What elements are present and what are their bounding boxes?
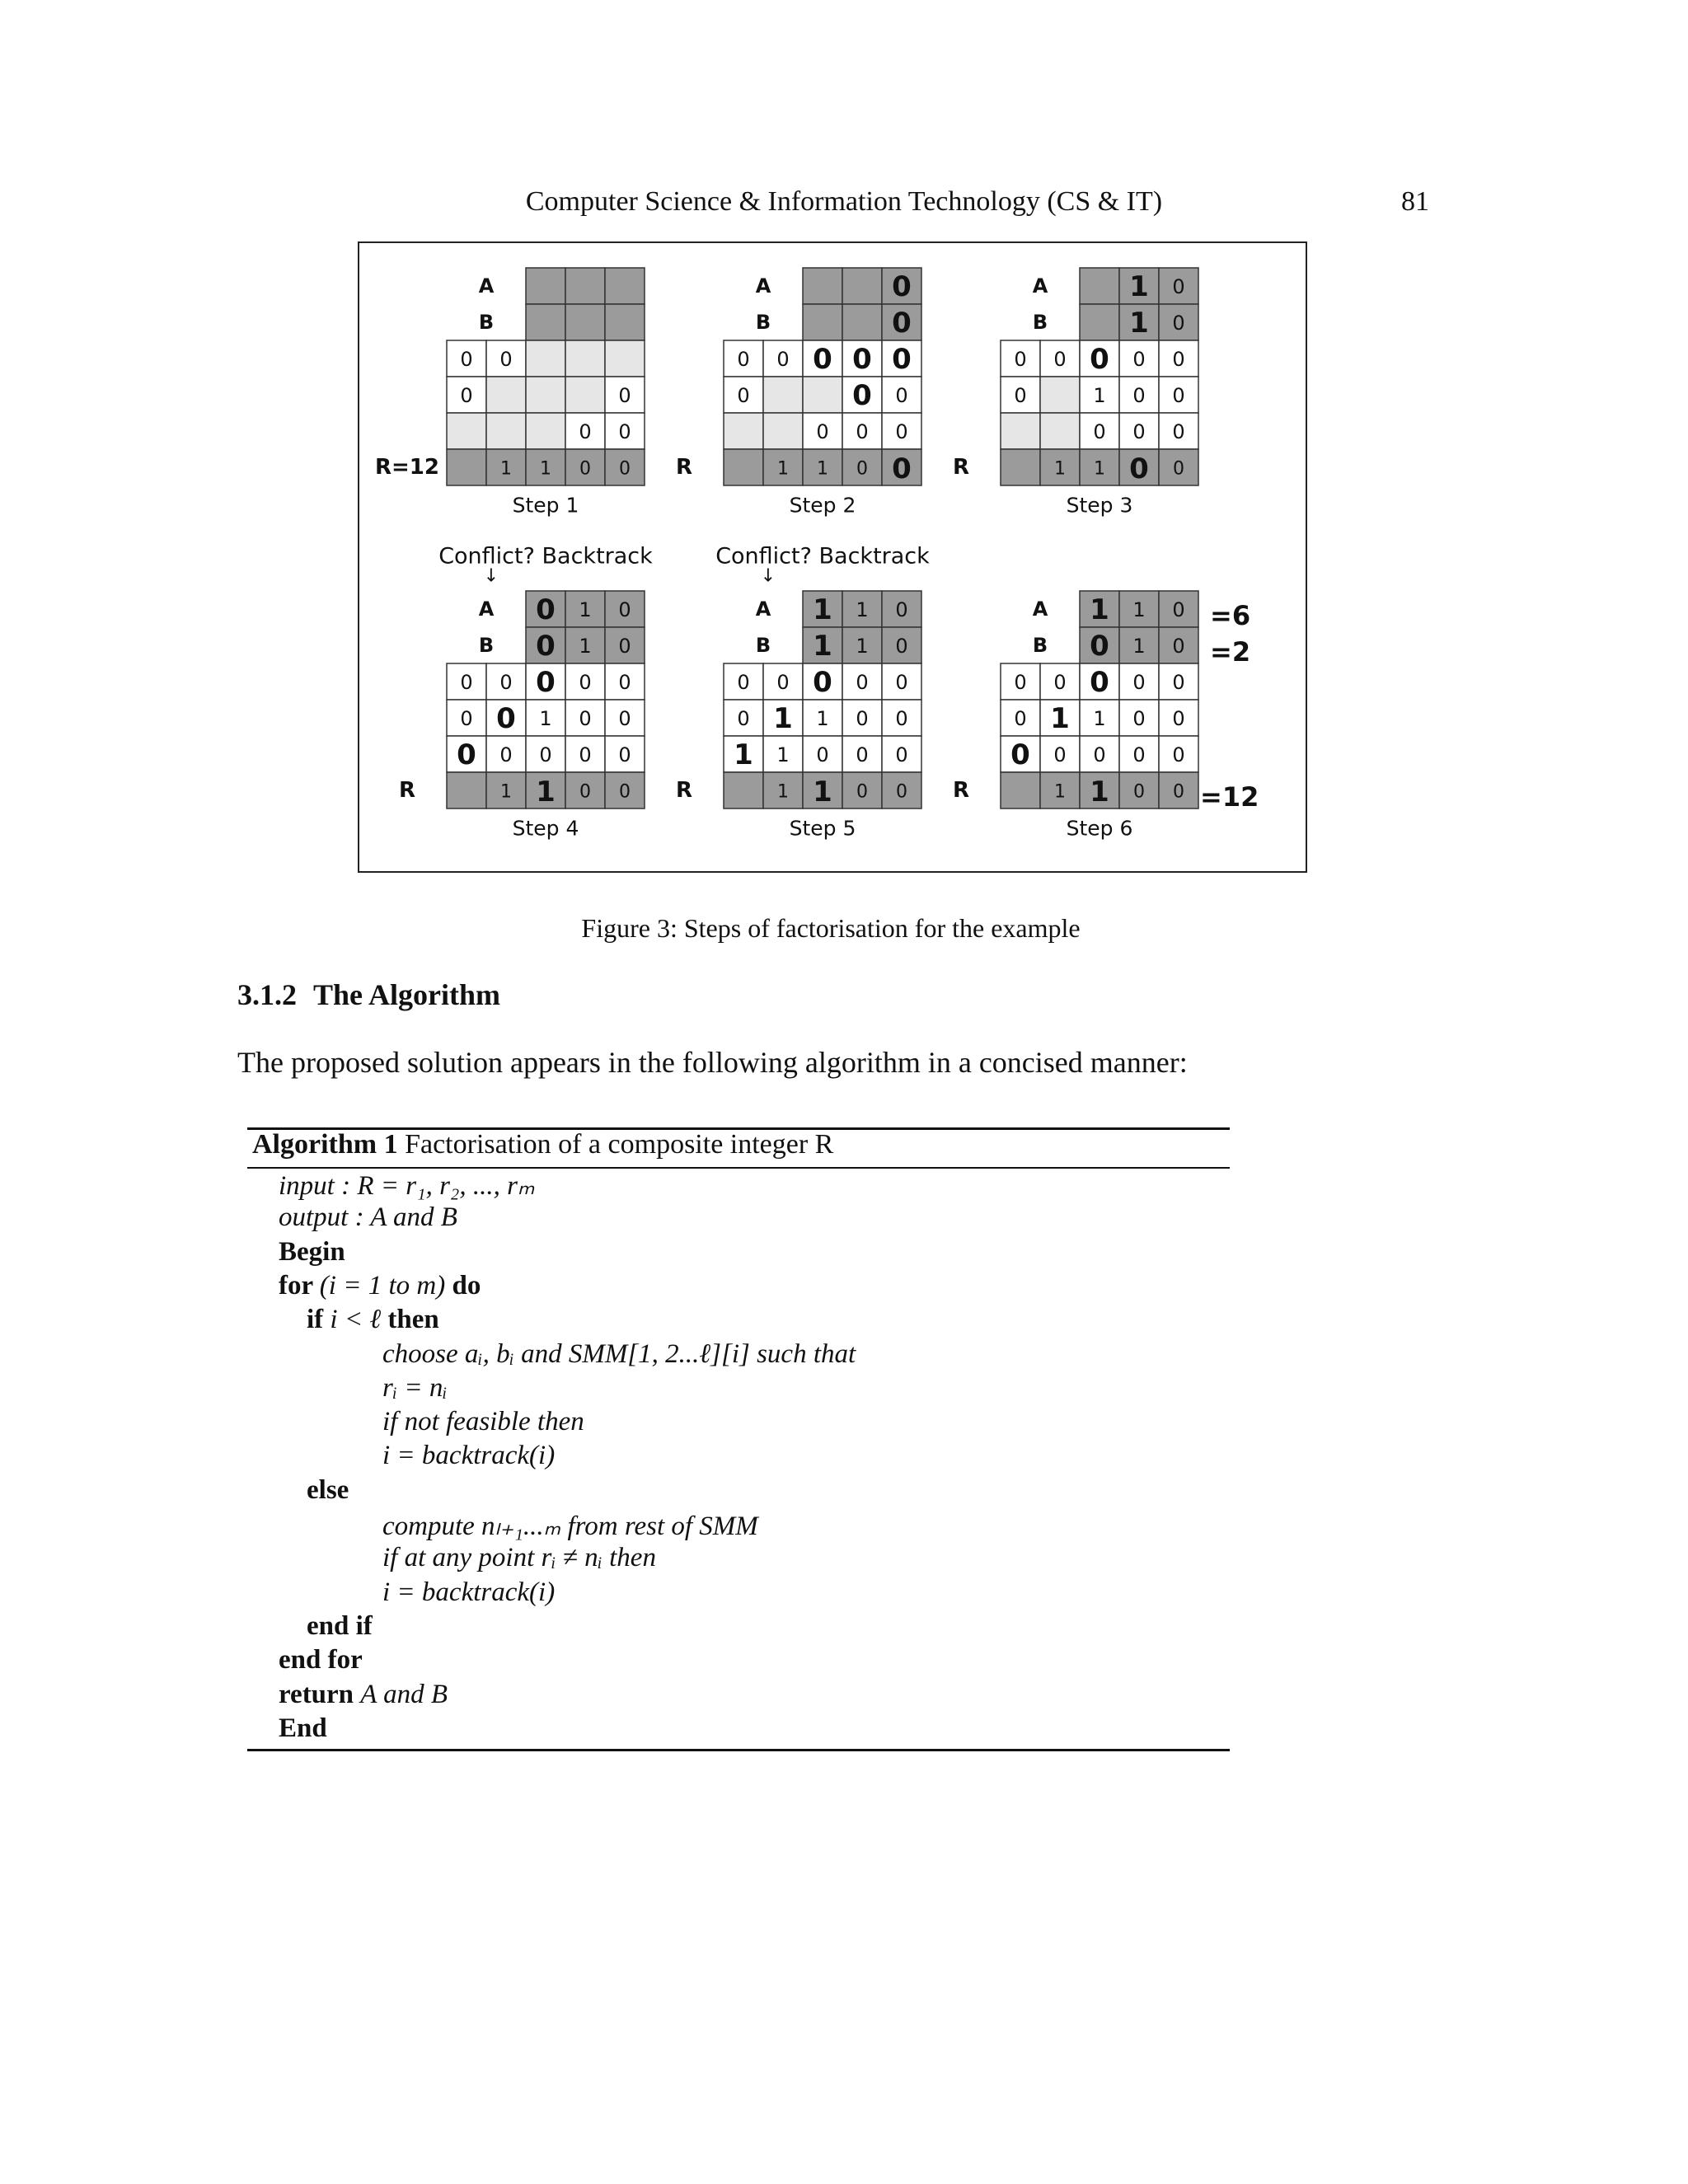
- algorithm-expression: if at any point rᵢ ≠ nᵢ then: [382, 1543, 656, 1573]
- algorithm-line: [382, 1577, 555, 1608]
- smm-cell-value: 1: [1050, 702, 1070, 735]
- r-cell-value: 1: [500, 781, 512, 803]
- operand-b-value: 1: [1132, 635, 1146, 658]
- smm-cell-value: 0: [499, 348, 513, 371]
- operand-a-value: 0: [618, 598, 631, 621]
- operand-b-value: 1: [856, 635, 869, 658]
- smm-cell-value: 0: [618, 707, 631, 730]
- r-cell: [447, 449, 486, 485]
- smm-cell-value: 0: [1132, 707, 1146, 730]
- r-cell-value: 0: [579, 781, 591, 803]
- smm-cell-value: 0: [618, 420, 631, 443]
- smm-cell-value: 0: [1093, 743, 1106, 766]
- r-cell: [724, 772, 763, 808]
- operand-b-cell: [842, 304, 882, 340]
- smm-cell: [1040, 413, 1080, 449]
- smm-cell: [526, 340, 565, 377]
- r-cell-value: 1: [1090, 776, 1109, 808]
- operand-b-cell: [1080, 304, 1119, 340]
- r-cell-value: 0: [892, 452, 912, 485]
- smm-cell-value: 0: [1172, 671, 1185, 694]
- smm-cell-value: 0: [1172, 420, 1185, 443]
- conflict-note-1: Conflict? Backtrack: [438, 543, 653, 569]
- operand-b-value: 0: [1172, 312, 1185, 335]
- smm-cell-value: 0: [856, 707, 869, 730]
- r-cell: [1001, 449, 1040, 485]
- operand-a-cell: [842, 268, 882, 304]
- algorithm-label: Algorithm 1: [252, 1129, 398, 1160]
- smm-cell-value: 0: [1014, 671, 1027, 694]
- smm-cell: [565, 340, 605, 377]
- r-cell-value: 0: [619, 458, 631, 480]
- r-cell-value: 0: [896, 781, 907, 803]
- algorithm-line: [307, 1475, 349, 1506]
- step-label-6: Step 6: [1066, 816, 1133, 841]
- smm-cell-value: 0: [852, 343, 872, 376]
- operand-a-value: 1: [579, 598, 592, 621]
- row-label-a-step1: A: [478, 274, 495, 298]
- algorithm-keyword: Begin: [279, 1236, 345, 1267]
- r-cell-value: 1: [536, 776, 556, 808]
- operand-b-cell: [565, 304, 605, 340]
- algorithm-line: [279, 1169, 535, 1202]
- algorithm-keyword: end if: [307, 1610, 373, 1641]
- smm-cell-value: 0: [539, 743, 552, 766]
- r-label-step5: R: [675, 778, 693, 803]
- row-label-a-step4: A: [478, 598, 495, 621]
- operand-a-value: 1: [1090, 593, 1109, 626]
- smm-cell: [803, 377, 842, 413]
- operand-b-value: 0: [1172, 635, 1185, 658]
- smm-cell-value: 0: [1053, 743, 1067, 766]
- algorithm-keyword: if: [307, 1305, 331, 1335]
- operand-a-cell: [565, 268, 605, 304]
- operand-b-value: 1: [813, 630, 832, 663]
- r-cell-value: 1: [1054, 458, 1066, 480]
- smm-cell-value: 0: [460, 384, 473, 407]
- algorithm-line: [382, 1543, 656, 1573]
- smm-cell: [486, 377, 526, 413]
- algorithm-keyword: end for: [279, 1645, 363, 1675]
- running-title: Computer Science & Information Technology (CS & IT): [525, 186, 1163, 217]
- row-label-a-step3: A: [1032, 274, 1048, 298]
- smm-cell: [1001, 413, 1040, 449]
- algorithm-expression: output :: [279, 1202, 371, 1233]
- smm-cell-value: 0: [1132, 743, 1146, 766]
- smm-cell-value: 0: [618, 743, 631, 766]
- smm-cell-value: 0: [1132, 384, 1146, 407]
- r-cell-value: 0: [856, 781, 868, 803]
- operand-b-value: 1: [579, 635, 592, 658]
- smm-cell-value: 0: [1093, 420, 1106, 443]
- algorithm-caption: [252, 1129, 833, 1160]
- result-r: =12: [1200, 781, 1259, 813]
- algorithm-keyword: End: [279, 1713, 327, 1743]
- algorithm-line: [279, 1271, 481, 1301]
- row-label-b-step6: B: [1032, 634, 1048, 657]
- step-label-5: Step 5: [789, 816, 856, 841]
- operand-a-cell: [526, 268, 565, 304]
- smm-cell-value: 0: [499, 671, 513, 694]
- smm-cell-value: 0: [618, 384, 631, 407]
- smm-cell-value: 0: [1090, 666, 1109, 699]
- r-cell-value: 1: [777, 781, 789, 803]
- smm-cell-value: 0: [737, 707, 750, 730]
- smm-cell-value: 0: [856, 743, 869, 766]
- smm-cell-value: 0: [1172, 707, 1185, 730]
- r-cell-value: 0: [579, 458, 591, 480]
- r-cell-value: 1: [817, 458, 828, 480]
- result-a: =6: [1210, 600, 1251, 631]
- operand-b-value: 0: [895, 635, 908, 658]
- operand-b-cell: [526, 304, 565, 340]
- step-label-1: Step 1: [512, 493, 579, 518]
- algorithm-line: [279, 1713, 327, 1744]
- smm-cell-value: 0: [816, 743, 829, 766]
- smm-cell-value: 0: [499, 743, 513, 766]
- row-label-a-step2: A: [755, 274, 771, 298]
- conflict-arrow-1: ↓: [483, 565, 499, 587]
- algorithm-line: [382, 1373, 448, 1404]
- operand-b-value: 0: [618, 635, 631, 658]
- r-cell: [724, 449, 763, 485]
- operand-a-value: 1: [856, 598, 869, 621]
- smm-cell-value: 0: [536, 666, 556, 699]
- smm-cell: [763, 377, 803, 413]
- step-label-3: Step 3: [1066, 493, 1133, 518]
- smm-cell-value: 0: [852, 379, 872, 412]
- algorithm-line: [279, 1645, 363, 1675]
- r-cell-value: 1: [1094, 458, 1105, 480]
- smm-cell-value: 0: [1172, 384, 1185, 407]
- smm-cell-value: 0: [895, 420, 908, 443]
- r-cell-value: 0: [1173, 781, 1184, 803]
- algorithm-line: [382, 1407, 584, 1437]
- row-label-b-step1: B: [478, 311, 495, 334]
- smm-cell: [763, 413, 803, 449]
- r-cell-value: 1: [500, 458, 512, 480]
- r-label-step4: R: [398, 778, 416, 803]
- factorisation-figure: [359, 243, 1306, 871]
- r-cell-value: 0: [856, 458, 868, 480]
- algorithm-keyword: else: [307, 1474, 349, 1505]
- algorithm-line: [307, 1305, 439, 1335]
- algorithm-title: Factorisation of a composite integer R: [405, 1129, 834, 1160]
- figure-caption: Figure 3: Steps of factorisation for the example: [581, 913, 1081, 943]
- row-label-a-step5: A: [755, 598, 771, 621]
- smm-cell-value: 0: [579, 743, 592, 766]
- smm-cell-value: 0: [1014, 384, 1027, 407]
- smm-cell-value: 0: [816, 420, 829, 443]
- smm-cell-value: 0: [460, 707, 473, 730]
- operand-b-value: 0: [536, 630, 556, 663]
- smm-cell-value: 0: [618, 671, 631, 694]
- operand-a-value: 0: [536, 593, 556, 626]
- smm-cell-value: 0: [579, 420, 592, 443]
- algorithm-expression: i < ℓ: [330, 1305, 388, 1335]
- smm-cell: [526, 413, 565, 449]
- r-label-step2: R: [675, 455, 693, 480]
- smm-cell-value: 1: [734, 738, 753, 771]
- operand-b-cell: [605, 304, 645, 340]
- smm-cell-value: 0: [496, 702, 516, 735]
- smm-cell: [724, 413, 763, 449]
- algorithm-expression: A and B: [370, 1202, 457, 1233]
- row-label-b-step3: B: [1032, 311, 1048, 334]
- smm-cell: [486, 413, 526, 449]
- smm-cell-value: 0: [1132, 420, 1146, 443]
- smm-cell-value: 0: [895, 671, 908, 694]
- row-label-b-step2: B: [755, 311, 771, 334]
- algorithm-line: [382, 1509, 758, 1542]
- algorithm-line: [279, 1202, 457, 1233]
- result-b: =2: [1210, 636, 1251, 668]
- smm-cell-value: 1: [1093, 384, 1106, 407]
- figure-frame: [358, 241, 1307, 873]
- smm-cell-value: 1: [776, 743, 790, 766]
- smm-cell-value: 0: [895, 707, 908, 730]
- section-heading: [237, 977, 500, 1012]
- smm-cell-value: 0: [460, 348, 473, 371]
- smm-cell-value: 0: [1172, 743, 1185, 766]
- smm-cell-value: 0: [813, 343, 832, 376]
- operand-b-cell: [803, 304, 842, 340]
- row-label-b-step5: B: [755, 634, 771, 657]
- operand-b-value: 1: [1129, 307, 1149, 340]
- smm-cell-value: 0: [856, 671, 869, 694]
- smm-cell-value: 1: [539, 707, 552, 730]
- step-label-4: Step 4: [512, 816, 579, 841]
- r-cell-value: 1: [1054, 781, 1066, 803]
- algorithm-expression: choose aᵢ, bᵢ and SMM[1, 2...ℓ][i] such that: [382, 1338, 856, 1369]
- smm-cell-value: 0: [1053, 671, 1067, 694]
- smm-cell-value: 0: [1132, 348, 1146, 371]
- operand-a-cell: [1080, 268, 1119, 304]
- smm-cell-value: 0: [457, 738, 476, 771]
- algorithm-keyword: return: [279, 1679, 361, 1709]
- smm-cell-value: 0: [895, 384, 908, 407]
- smm-cell-value: 0: [776, 671, 790, 694]
- algorithm-expression: rᵢ = nᵢ: [382, 1372, 448, 1403]
- r-cell-value: 1: [813, 776, 832, 808]
- operand-a-value: 0: [1172, 598, 1185, 621]
- smm-cell-value: 0: [1053, 348, 1067, 371]
- r-cell-value: 0: [1133, 781, 1145, 803]
- r-cell-value: 1: [540, 458, 551, 480]
- smm-cell-value: 0: [460, 671, 473, 694]
- algorithm-expression: i = backtrack(i): [382, 1577, 556, 1607]
- algorithm-expression: input :: [279, 1171, 358, 1201]
- algorithm-line: [279, 1680, 448, 1710]
- r-cell-value: 0: [1129, 452, 1149, 485]
- smm-cell-value: 1: [773, 702, 793, 735]
- smm-cell-value: 0: [737, 384, 750, 407]
- smm-cell-value: 0: [737, 671, 750, 694]
- operand-a-value: 0: [1172, 275, 1185, 298]
- smm-cell-value: 0: [895, 743, 908, 766]
- r-cell-value: 0: [1173, 458, 1184, 480]
- smm-cell-value: 0: [1010, 738, 1030, 771]
- algorithm-line: [382, 1441, 555, 1471]
- r-label-step6: R: [952, 778, 970, 803]
- r-cell: [447, 772, 486, 808]
- operand-b-value: 0: [1090, 630, 1109, 663]
- operand-b-value: 0: [892, 307, 912, 340]
- smm-cell-value: 0: [856, 420, 869, 443]
- operand-a-value: 1: [813, 593, 832, 626]
- section-title: The Algorithm: [313, 978, 501, 1011]
- smm-cell: [526, 377, 565, 413]
- algorithm-line: [279, 1237, 345, 1268]
- r-cell: [1001, 772, 1040, 808]
- smm-cell-value: 0: [1172, 348, 1185, 371]
- section-number: 3.1.2: [237, 978, 297, 1011]
- algorithm-bottom-rule: [247, 1749, 1230, 1751]
- r-label-step1: R=12: [375, 455, 439, 480]
- operand-a-value: 0: [892, 270, 912, 303]
- algorithm-line: [307, 1611, 373, 1642]
- operand-a-cell: [803, 268, 842, 304]
- smm-cell-value: 0: [737, 348, 750, 371]
- step-label-2: Step 2: [789, 493, 856, 518]
- page-number: 81: [1401, 186, 1429, 217]
- smm-cell-value: 0: [1090, 343, 1109, 376]
- smm-cell-value: 0: [579, 707, 592, 730]
- conflict-note-2: Conflict? Backtrack: [715, 543, 930, 569]
- operand-a-value: 0: [895, 598, 908, 621]
- r-label-step3: R: [952, 455, 970, 480]
- smm-cell-value: 0: [579, 671, 592, 694]
- operand-a-value: 1: [1132, 598, 1146, 621]
- algorithm-keyword: then: [387, 1305, 439, 1335]
- smm-cell-value: 0: [1014, 707, 1027, 730]
- row-label-b-step4: B: [478, 634, 495, 657]
- algorithm-expression: A and B: [360, 1679, 448, 1709]
- row-label-a-step6: A: [1032, 598, 1048, 621]
- conflict-arrow-2: ↓: [760, 565, 776, 587]
- smm-cell-value: 1: [816, 707, 829, 730]
- algorithm-expression: R = r₁, r₂, ..., rₘ: [357, 1171, 535, 1201]
- smm-cell: [1040, 377, 1080, 413]
- operand-a-value: 1: [1129, 270, 1149, 303]
- smm-cell-value: 0: [1132, 671, 1146, 694]
- smm-cell-value: 0: [776, 348, 790, 371]
- algorithm-keyword: for: [279, 1270, 320, 1301]
- algorithm-keyword: do: [452, 1270, 481, 1301]
- smm-cell: [565, 377, 605, 413]
- smm-cell: [605, 340, 645, 377]
- smm-cell-value: 0: [1014, 348, 1027, 371]
- algorithm-expression: compute nₗ₊₁...ₘ from rest of SMM: [382, 1511, 758, 1541]
- r-cell-value: 0: [619, 781, 631, 803]
- smm-cell: [447, 413, 486, 449]
- r-cell-value: 1: [777, 458, 789, 480]
- intro-paragraph: The proposed solution appears in the following algorithm in a concised manner:: [237, 1046, 1188, 1079]
- algorithm-line: [382, 1339, 856, 1370]
- smm-cell-value: 1: [1093, 707, 1106, 730]
- smm-cell-value: 0: [813, 666, 832, 699]
- operand-a-cell: [605, 268, 645, 304]
- algorithm-expression: if not feasible then: [382, 1407, 584, 1437]
- algorithm-expression: i = backtrack(i): [382, 1441, 556, 1471]
- smm-cell-value: 0: [892, 343, 912, 376]
- algorithm-expression: (i = 1 to m): [319, 1270, 452, 1301]
